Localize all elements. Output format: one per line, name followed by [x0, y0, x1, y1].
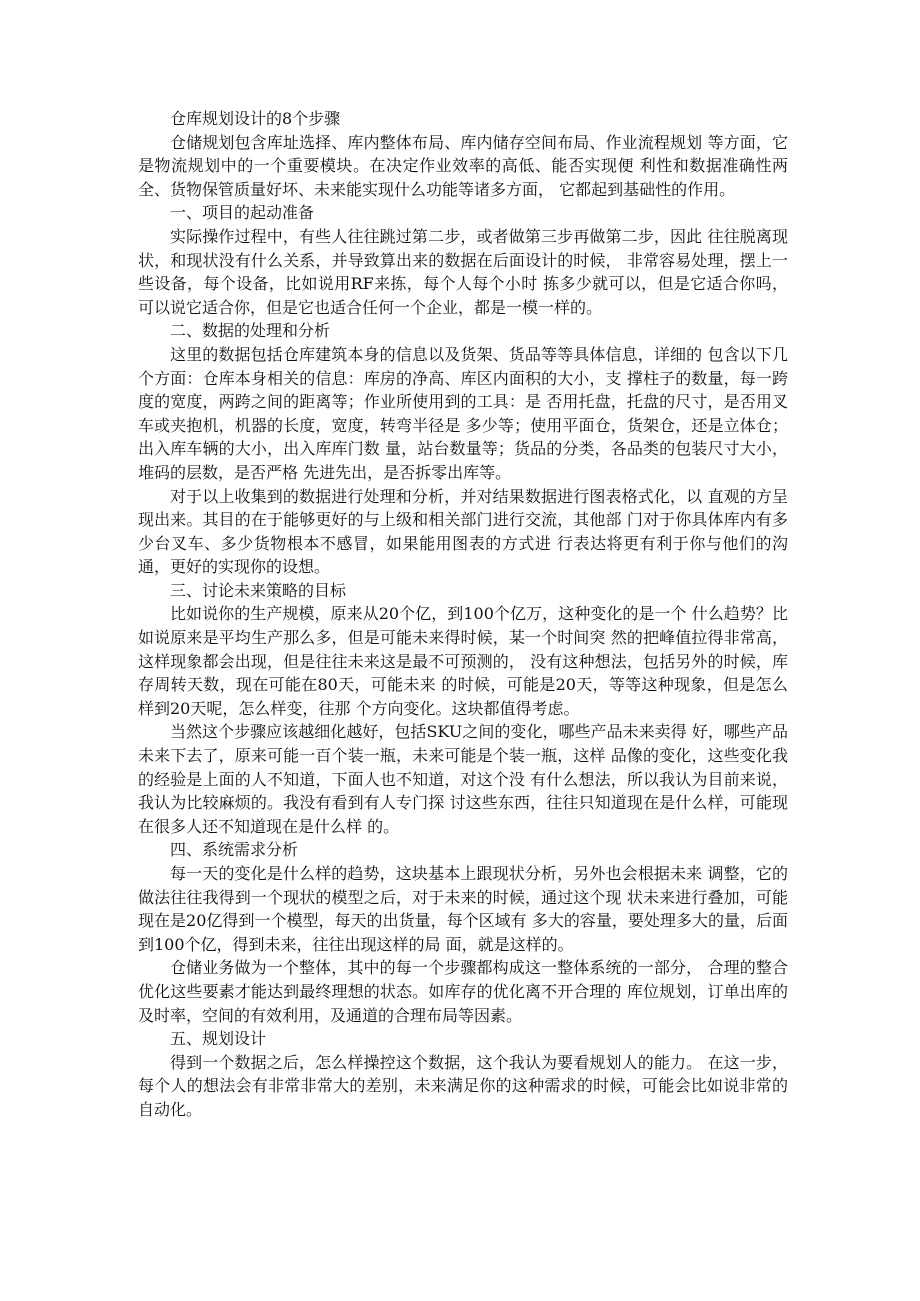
- section-paragraph: 这里的数据包括仓库建筑本身的信息以及货架、货品等等具体信息，详细的 包含以下几个方面：仓库本身相关的信息：库房的净高、库区内面积的大小，支 撑柱子的数量，每一跨度的宽度，两跨之间的距离等；作业所使用到的工具：是 否用托盘，托盘的尺寸，是否用叉车或夹抱机，机器的长度，宽度，转弯半径是 多少等；使用平面仓，货架仓，还是立体仓；出入库车辆的大小，出入库库门数 量，站台数量等；货品的分类，各品类的包装尺寸大小，堆码的层数，是否严格 先进先出，是否拆零出库等。: [138, 344, 788, 482]
- section-heading: 四、系统需求分析: [170, 840, 299, 860]
- section-heading: 二、数据的处理和分析: [170, 321, 331, 341]
- document-title: 仓库规划设计的8个步骤: [170, 109, 341, 128]
- section-heading: 五、规划设计: [170, 1029, 267, 1049]
- section-paragraph: 比如说你的生产规模，原来从20个亿，到100个亿万，这种变化的是一个 什么趋势？比如说原来是平均生产那么多，但是可能未来得时候，某一个时间突 然的把峰值拉得非常高，这样现象都会出现，但是往往未来这是最不可预测的， 没有这种想法，包括另外的时候，库存周转天数，现在可能在80天，可能未来 的时候，可能是20天，等等这种现象，但是怎么样到20天呢，怎么样变，往那 个方向变化。这块都值得考虑。: [138, 604, 788, 718]
- section-paragraph: 得到一个数据之后，怎么样操控这个数据，这个我认为要看规划人的能力。 在这一步，每个人的想法会有非常非常大的差别，未来满足你的这种需求的时候，可能会比如说非常的自动化。: [138, 1052, 788, 1119]
- section-paragraph: 当然这个步骤应该越细化越好，包括SKU之间的变化，哪些产品未来卖得 好，哪些产品未来下去了，原来可能一百个装一瓶，未来可能是个装一瓶，这样 品像的变化，这些变化我的经验是上面的人不知道，下面人也不知道，对这个没 有什么想法，所以我认为目前来说，我认为比较麻烦的。我没有看到有人专门探 讨这些东西，往往只知道现在是什么样，可能现在很多人还不知道现在是什么样 的。: [138, 722, 788, 836]
- document-body: [138, 107, 788, 1122]
- section-paragraph: 每一天的变化是什么样的趋势，这块基本上跟现状分析，另外也会根据未来 调整，它的做法往往我得到一个现状的模型之后，对于未来的时候，通过这个现 状未来进行叠加，可能现在是20亿得到一个模型，每天的出货量，每个区域有 多大的容量，要处理多大的量，后面到100个亿，得到未来，往往出现这样的局 面，就是这样的。: [138, 864, 788, 954]
- section-heading: 一、项目的起动准备: [170, 203, 315, 223]
- intro-paragraph: 仓储规划包含库址选择、库内整体布局、库内储存空间布局、作业流程规划 等方面，它是物流规划中的一个重要模块。在决定作业效率的高低、能否实现便 利性和数据准确性两全、货物保管质量好坏、未来能实现什么功能等诸多方面， 它都起到基础性的作用。: [138, 132, 788, 199]
- section-paragraph: 对于以上收集到的数据进行处理和分析，并对结果数据进行图表格式化，以 直观的方呈现出来。其目的在于能够更好的与上级和相关部门进行交流，其他部 门对于你具体库内有多少台叉车、多少货物根本不感冒，如果能用图表的方式进 行表达将更有利于你与他们的沟通，更好的实现你的设想。: [138, 486, 788, 577]
- section-heading: 三、讨论未来策略的目标: [170, 580, 347, 600]
- section-paragraph: 实际操作过程中，有些人往往跳过第二步，或者做第三步再做第二步，因此 往往脱离现状，和现状没有什么关系，并导致算出来的数据在后面设计的时候， 非常容易处理，摆上一些设备，每个设备，比如说用RF来拣，每个人每个小时 拣多少就可以，但是它适合你吗，可以说它适合你，但是它也适合任何一个企业，都是一模一样的。: [138, 226, 788, 317]
- section-paragraph: 仓储业务做为一个整体，其中的每一个步骤都构成这一整体系统的一部分， 合理的整合优化这些要素才能达到最终理想的状态。如库存的优化离不开合理的 库位规划，订单出库的及时率，空间的有效利用，及通道的合理布局等因素。: [138, 958, 788, 1025]
